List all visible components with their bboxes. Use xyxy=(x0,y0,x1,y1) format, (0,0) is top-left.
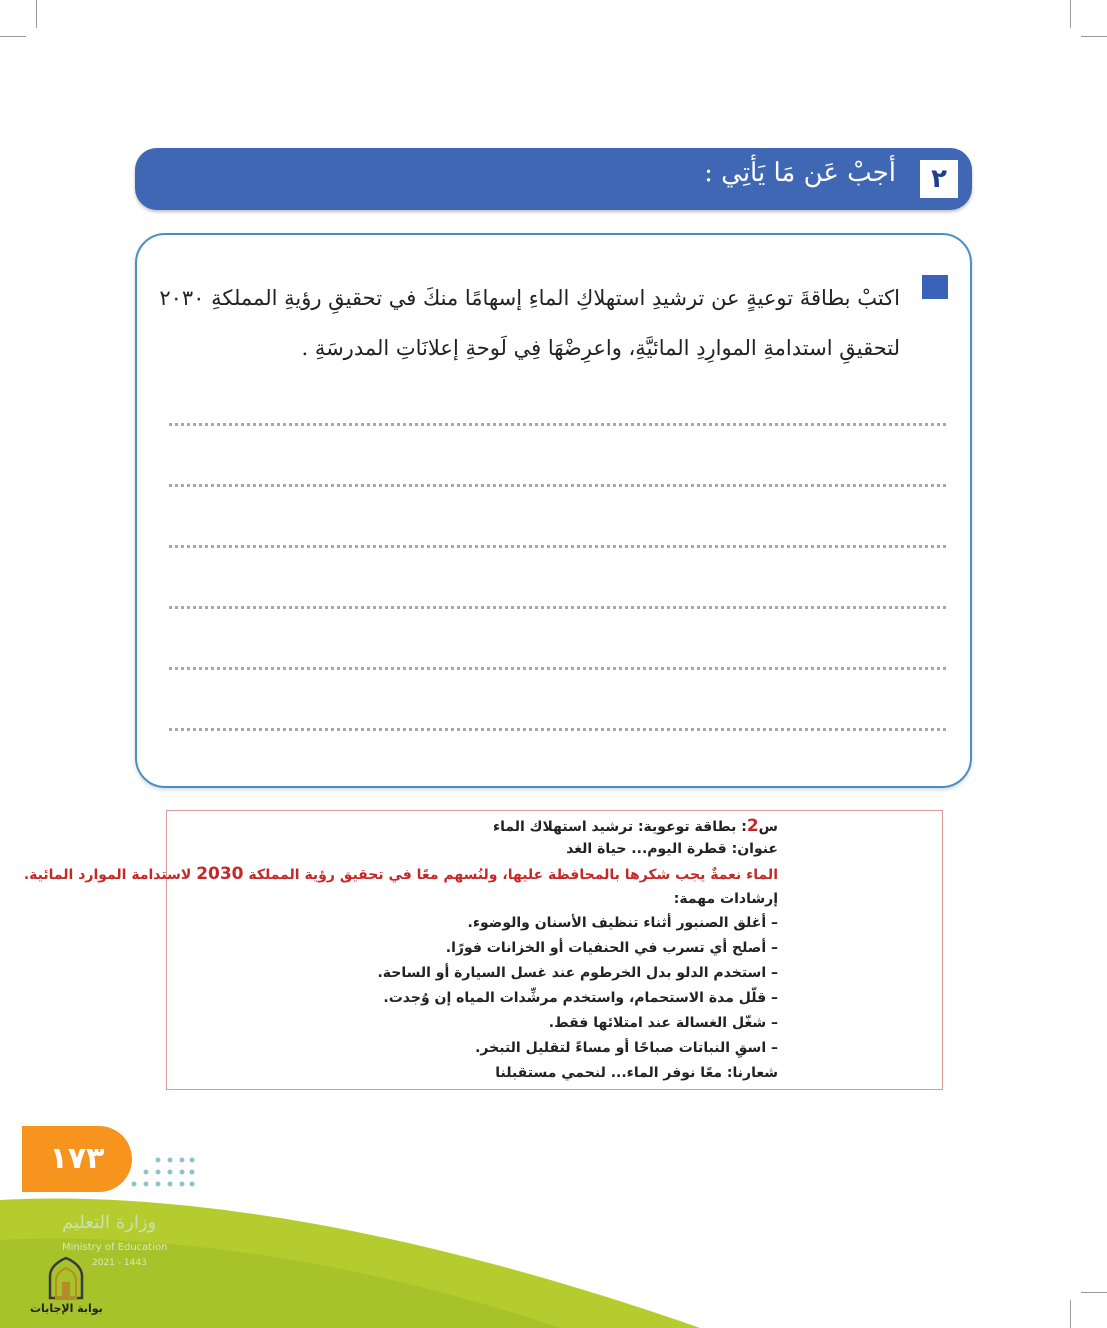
question-number: ٢ xyxy=(920,160,958,198)
mosque-logo-icon xyxy=(44,1256,88,1300)
crop-mark xyxy=(36,0,37,28)
answer-line[interactable] xyxy=(169,667,946,670)
watermark-text: بوابة الإجابات xyxy=(30,1302,103,1315)
answer-title: عنوان: قطرة اليوم... حياة الغد xyxy=(566,841,778,857)
answer-line[interactable] xyxy=(169,484,946,487)
answer-line[interactable] xyxy=(169,423,946,426)
question-title: أجبْ عَن مَا يَأتِي : xyxy=(704,158,896,188)
answer-tip: – اسقِ النباتات صباحًا أو مساءً لتقليل التبخر. xyxy=(475,1040,778,1056)
question-box xyxy=(135,233,972,788)
answer-tip: – شغّل الغسالة عند امتلائها فقط. xyxy=(548,1015,778,1031)
answer-intro: الماء نعمةٌ يجب شكرها بالمحافظة عليها، ولنُسهم معًا في تحقيق رؤية المملكة 2030 لاستدامة الموارد المائية. xyxy=(23,864,778,884)
crop-mark xyxy=(1070,0,1071,28)
page-number: ١٧٣ xyxy=(22,1126,132,1192)
answer-line[interactable] xyxy=(169,606,946,609)
crop-mark xyxy=(1081,36,1107,37)
answer-tip: – أصلح أي تسرب في الحنفيات أو الخزانات فورًا. xyxy=(445,940,778,956)
answer-tips-heading: إرشادات مهمة: xyxy=(673,891,778,907)
question-banner xyxy=(135,148,972,210)
crop-mark xyxy=(0,36,26,37)
answer-slogan: شعارنا: معًا نوفر الماء... لنحمي مستقبلنا xyxy=(495,1065,778,1081)
answer-tip: – أغلق الصنبور أثناء تنظيف الأسنان والوضوء. xyxy=(467,915,778,931)
answer-tip: – قلّل مدة الاستحمام، واستخدم مرشِّدات المياه إن وُجدت. xyxy=(383,990,778,1006)
ministry-name-arabic: وزارة التعليم xyxy=(62,1212,157,1233)
question-text: اكتبْ بطاقةَ توعيةٍ عن ترشيدِ استهلاكِ الماءِ إسهامًا منكَ في تحقيقِ رؤيةِ المملكةِ ٢٠٣٠ لتحقيقِ استدامةِ الموارِدِ المائيَّةِ، واعرِضْهَا فِي لَوحةِ إعلانَاتِ المدرسَةِ . xyxy=(159,286,900,360)
answer-question-label: س2: بطاقة توعوية: ترشيد استهلاك الماء xyxy=(492,816,778,836)
answer-line[interactable] xyxy=(169,728,946,731)
answer-card xyxy=(23,810,943,1090)
square-bullet-icon xyxy=(922,275,948,299)
ministry-year: 2021 - 1443 xyxy=(92,1258,147,1268)
answer-line[interactable] xyxy=(169,545,946,548)
ministry-name-english: Ministry of Education xyxy=(62,1242,168,1253)
answer-tip: – استخدم الدلو بدل الخرطوم عند غسل السيارة أو الساحة. xyxy=(377,965,778,981)
